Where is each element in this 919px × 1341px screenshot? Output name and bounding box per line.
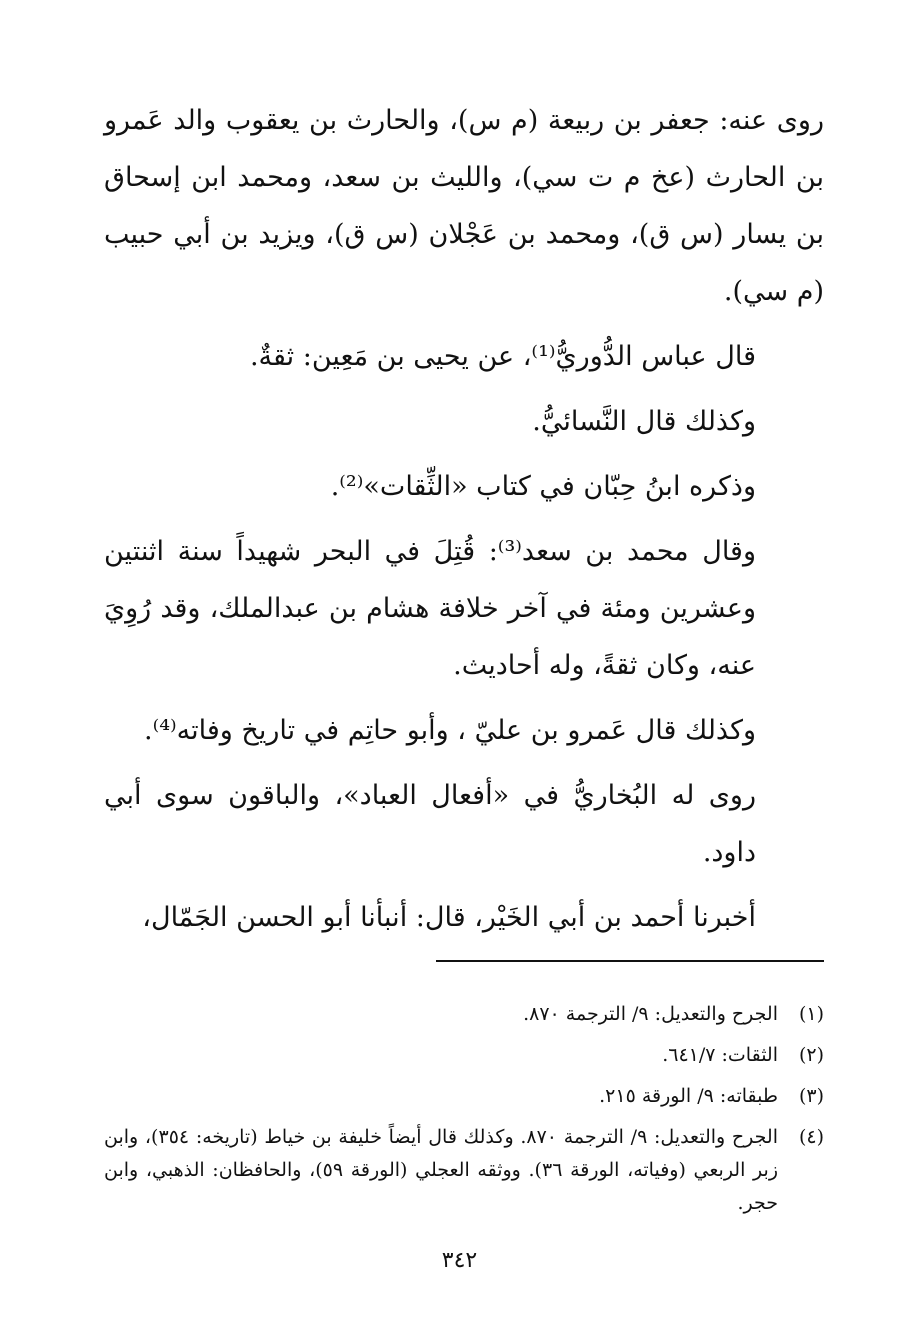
footnote-item (104, 1121, 824, 1220)
footnotes (104, 998, 824, 1228)
main-text (104, 92, 824, 954)
footnote-text: الثقات: ٦٤١/٧. (662, 1044, 778, 1066)
footnote-item (104, 998, 824, 1031)
footnote-number: (١) (798, 1003, 824, 1025)
ibn-hibban-paragraph: وذكره ابنُ حِبّان في كتاب «الثِّقات»⁽²⁾. (330, 471, 756, 502)
narrators-paragraph: روى عنه: جعفر بن ربيعة (م س)، والحارث بن يعقوب والد عَمرو بن الحارث (عخ م ت سي)، والليث بن سعد، ومحمد ابن إسحاق بن يسار (س ق)، ومحمد بن عَجْلان (س ق)، ويزيد بن أبي حبيب (م سي). (104, 105, 824, 307)
isnad-paragraph: أخبرنا أحمد بن أبي الخَيْر، قال: أنبأنا أبو الحسن الجَمّال، (142, 902, 756, 933)
footnote-item (104, 1080, 824, 1113)
footnote-number: (٢) (798, 1044, 824, 1066)
footnote-divider (436, 960, 824, 962)
nasai-paragraph: وكذلك قال النَّسائيُّ. (532, 406, 756, 437)
bukhari-paragraph: روى له البُخاريُّ في «أفعال العباد»، والباقون سوى أبي داود. (104, 780, 756, 868)
footnote-text: طبقاته: ٩/ الورقة ٢١٥. (599, 1085, 778, 1107)
amr-ibn-ali-paragraph: وكذلك قال عَمرو بن عليّ ، وأبو حاتِم في تاريخ وفاته⁽⁴⁾. (144, 715, 756, 746)
footnote-number: (٣) (798, 1085, 824, 1107)
footnote-text: الجرح والتعديل: ٩/ الترجمة ٨٧٠. (523, 1003, 778, 1025)
footnote-number: (٤) (798, 1126, 824, 1148)
page-number: ٣٤٢ (441, 1248, 478, 1273)
ibn-saad-paragraph: وقال محمد بن سعد⁽³⁾: قُتِلَ في البحر شهيداً سنة اثنتين وعشرين ومئة في آخر خلافة هشام بن عبدالملك، وقد رُوِيَ عنه، وكان ثقةً، وله أحاديث. (104, 536, 756, 681)
footnote-item (104, 1039, 824, 1072)
duri-quote-paragraph: قال عباس الدُّوريُّ⁽¹⁾، عن يحيى بن مَعِين: ثقةٌ. (249, 341, 756, 372)
footnote-text: الجرح والتعديل: ٩/ الترجمة ٨٧٠. وكذلك قال أيضاً خليفة بن خياط (تاريخه: ٣٥٤)، وابن زبر الربعي (وفياته، الورقة ٣٦). ووثقه العجلي (الورقة ٥٩)، والحافظان: الذهبي، وابن حجر. (104, 1126, 778, 1214)
